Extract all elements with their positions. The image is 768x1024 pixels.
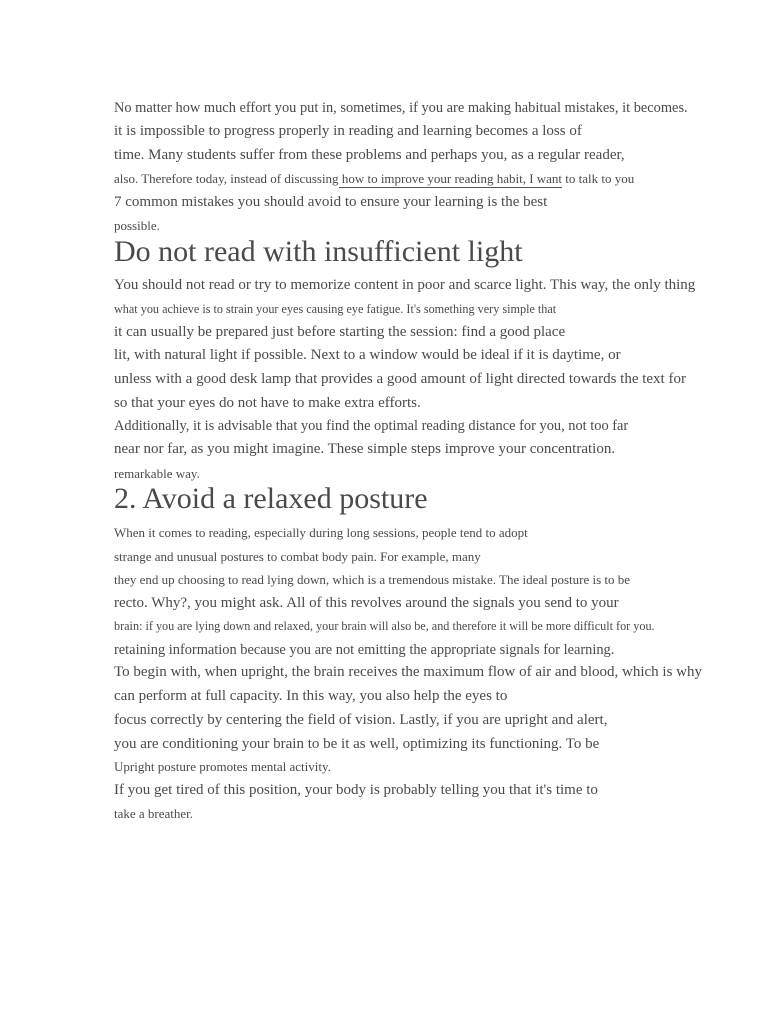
section-2-line-2: strange and unusual postures to combat body pain. For example, many xyxy=(114,549,481,564)
intro-line-5: 7 common mistakes you should avoid to ensure your learning is the best xyxy=(114,194,548,210)
intro-line-4 xyxy=(114,172,634,185)
section-1-line-8: near nor far, as you might imagine. These simple steps improve your concentration. xyxy=(114,441,616,457)
intro-line-1: No matter how much effort you put in, sometimes, if you are making habitual mistakes, it becomes. xyxy=(114,100,688,116)
section-2-line-7: To begin with, when upright, the brain receives the maximum flow of air and blood, which is why xyxy=(114,664,702,680)
section-1-line-3: it can usually be prepared just before starting the session: find a good place xyxy=(114,324,566,340)
section-2-line-4: recto. Why?, you might ask. All of this revolves around the signals you send to your xyxy=(114,595,619,611)
section-2-line-13: take a breather. xyxy=(114,806,194,821)
section-2-line-12: If you get tired of this position, your body is probably telling you that it's time to xyxy=(114,782,598,798)
section-1-line-9: remarkable way. xyxy=(114,466,200,481)
section-1-line-1: You should not read or try to memorize content in poor and scarce light. This way, the only thing xyxy=(114,277,696,293)
section-2-line-5: brain: if you are lying down and relaxed, your brain will also be, and therefore it will be more difficult for you. xyxy=(114,619,655,633)
section-1-line-4: lit, with natural light if possible. Next to a window would be ideal if it is daytime, or xyxy=(114,347,621,363)
section-1-line-6: so that your eyes do not have to make extra efforts. xyxy=(114,395,421,411)
section-1-line-5: unless with a good desk lamp that provides a good amount of light directed towards the text for xyxy=(114,371,686,387)
intro-line-4-tail: to talk to you xyxy=(562,171,635,186)
intro-line-6: possible. xyxy=(114,218,160,233)
section-2-line-9: focus correctly by centering the field of vision. Lastly, if you are upright and alert, xyxy=(114,712,608,728)
section-1-line-2: what you achieve is to strain your eyes causing eye fatigue. It's something very simple that xyxy=(114,302,557,316)
section-2-heading: 2. Avoid a relaxed posture xyxy=(114,482,428,515)
section-2-line-3: they end up choosing to read lying down, which is a tremendous mistake. The ideal posture is to be xyxy=(114,572,631,587)
intro-line-2: it is impossible to progress properly in reading and learning becomes a loss of xyxy=(114,123,582,139)
section-2-line-1: When it comes to reading, especially during long sessions, people tend to adopt xyxy=(114,525,528,540)
section-1-line-7: Additionally, it is advisable that you find the optimal reading distance for you, not too far xyxy=(114,418,629,434)
intro-line-3: time. Many students suffer from these problems and perhaps you, as a regular reader, xyxy=(114,147,625,163)
section-2-line-11: Upright posture promotes mental activity. xyxy=(114,759,331,774)
section-1-heading: Do not read with insufficient light xyxy=(114,235,523,268)
section-2-line-8: can perform at full capacity. In this way, you also help the eyes to xyxy=(114,688,508,704)
section-2-line-10: you are conditioning your brain to be it as well, optimizing its functioning. To be xyxy=(114,736,600,752)
intro-line-4-text: also. Therefore today, instead of discussing xyxy=(114,171,339,186)
reading-habit-link[interactable]: how to improve your reading habit, I want xyxy=(338,171,563,186)
section-2-line-6: retaining information because you are not emitting the appropriate signals for learning. xyxy=(114,642,615,658)
